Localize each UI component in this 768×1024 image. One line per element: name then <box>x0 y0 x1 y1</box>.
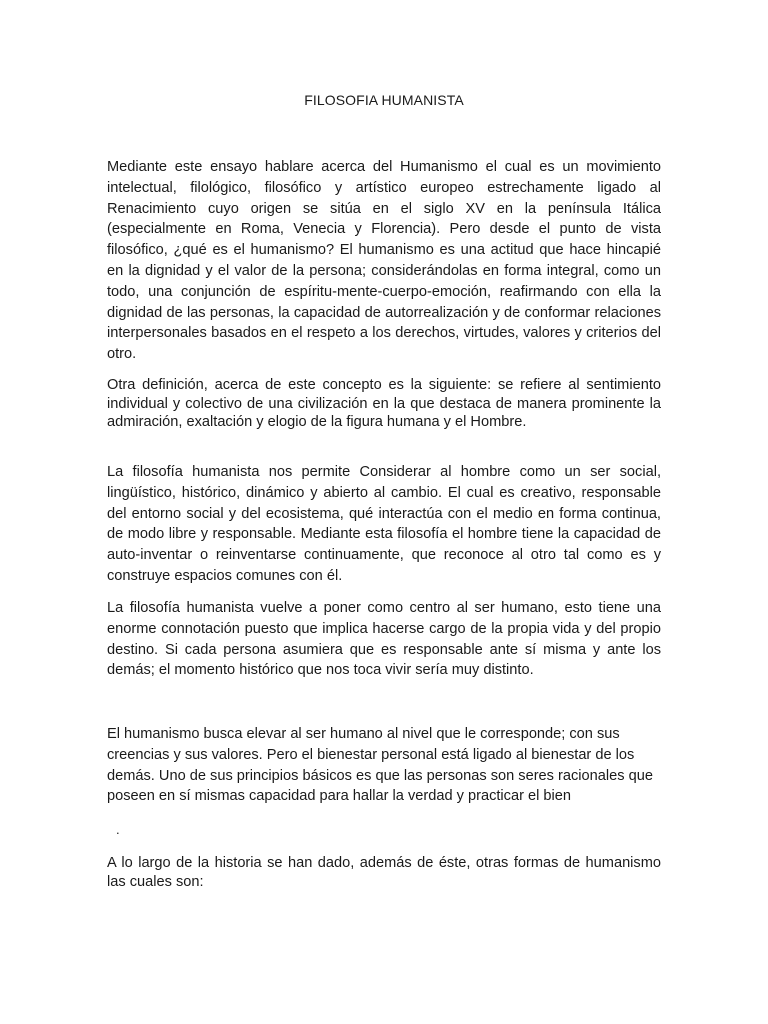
paragraph-elevate-human: El humanismo busca elevar al ser humano al nivel que le corresponde; con sus creencias y sus valores. Pero el bienestar personal está ligado al bienestar de los demás. Uno de sus principios básicos es que las personas son seres racionales que poseen en sí mismas capacidad para hallar la verdad y practicar el bien <box>107 726 653 805</box>
document-title: FILOSOFIA HUMANISTA <box>304 92 464 108</box>
paragraph-intro: Mediante este ensayo hablare acerca del Humanismo el cual es un movimiento intelectual, filológico, filosófico y artístico europeo estrechamente ligado al Renacimiento cuyo origen se sitúa en el siglo XV en la península Itálica (especialmente en Roma, Venecia y Florencia). Pero desde el punto de vista filosófico, ¿qué es el humanismo? El humanismo es una actitud que hace hincapié en la dignidad y el valor de la persona; considerándolas en forma integral, como un todo, una conjunción de espíritu-mente-cuerpo-emoción, reafirmando con ella la dignidad de las personas, la capacidad de autorrealización y de conformar relaciones interpersonales basados en el respeto a los derechos, virtudes, valores y criterios del otro. <box>107 159 661 363</box>
paragraph-definition: Otra definición, acerca de este concepto es la siguiente: se refiere al sentimiento individual y colectivo de una civilización en la que destaca de manera prominente la admiración, exaltación y elogio de la figura humana y el Hombre. <box>107 377 661 430</box>
paragraph-social-being: La filosofía humanista nos permite Considerar al hombre como un ser social, lingüístico, histórico, dinámico y abierto al cambio. El cual es creativo, responsable del entorno social y del ecosistema, qué interactúa con el medio en forma continua, de modo libre y responsable. Mediante esta filosofía el hombre tiene la capacidad de auto-inventar o reinventarse continuamente, que reconoce al otro tal como es y construye espacios comunes con él. <box>107 464 661 584</box>
stray-period: . <box>116 822 120 837</box>
paragraph-history-forms: A lo largo de la historia se han dado, además de éste, otras formas de humanismo las cuales son: <box>107 855 661 890</box>
paragraph-human-center: La filosofía humanista vuelve a poner como centro al ser humano, esto tiene una enorme connotación puesto que implica hacerse cargo de la propia vida y del propio destino. Si cada persona asumiera que es responsable ante sí misma y ante los demás; el momento histórico que nos toca vivir sería muy distinto. <box>107 600 661 679</box>
